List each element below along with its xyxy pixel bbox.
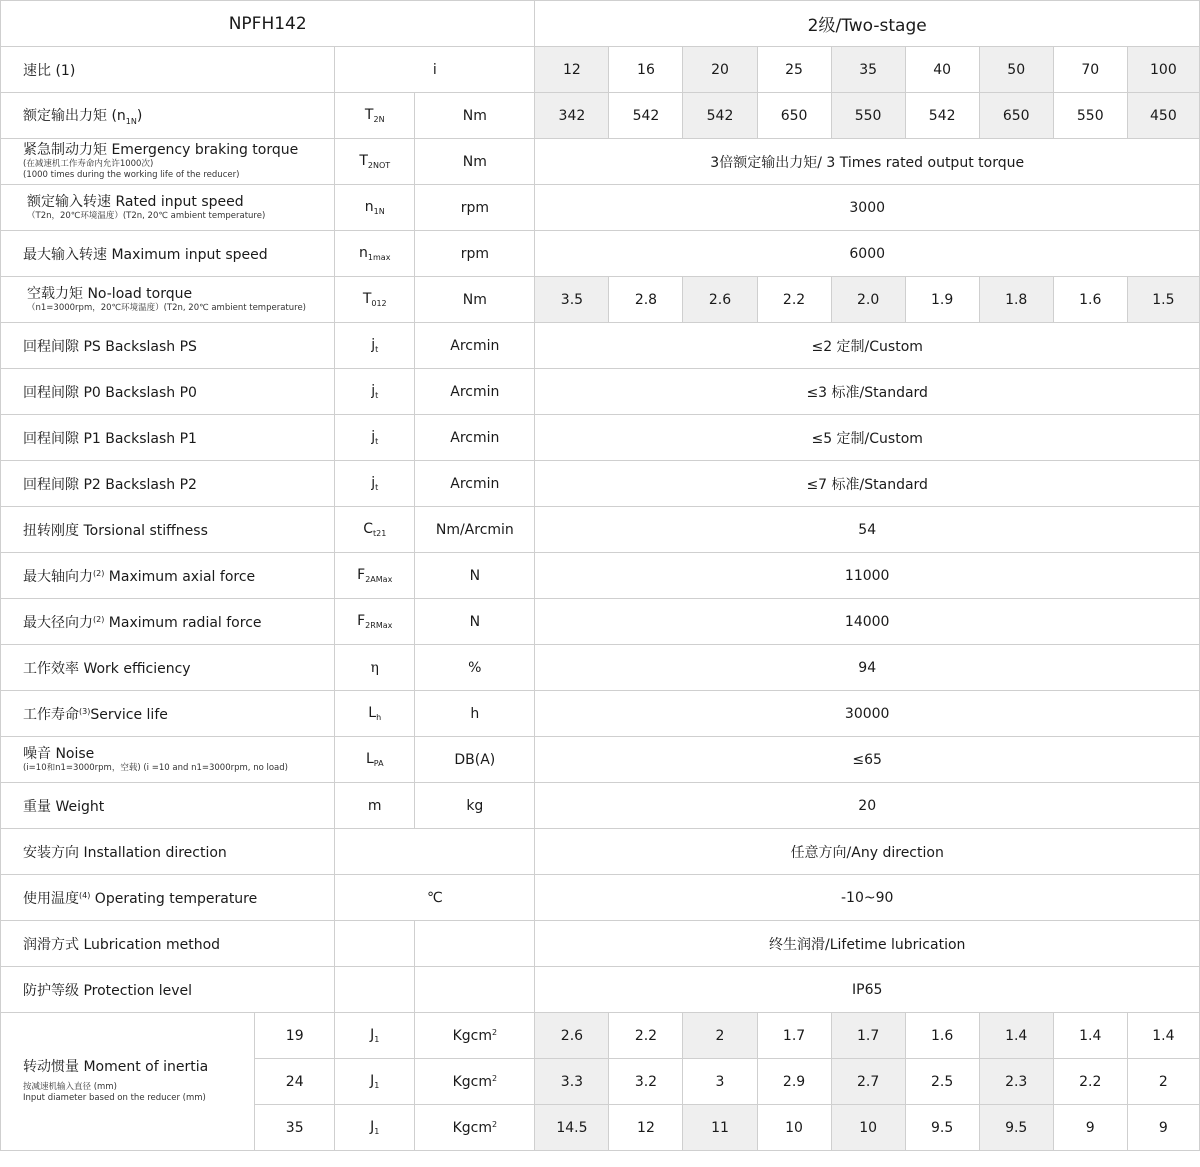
row-unit: ℃ [335,875,535,921]
row-label: 使用温度$^{(4)}$ Operating temperature [1,875,335,921]
row-symbol: $n_{1max}$ [335,231,415,277]
row-symbol: $L_h$ [335,691,415,737]
value-cell: 9.5 [905,1105,979,1151]
value-cell: 542 [905,93,979,139]
value-cell: 2.7 [831,1059,905,1105]
row-label: 扭转刚度 Torsional stiffness [1,507,335,553]
value-cell: 54 [535,507,1200,553]
row-label: 回程间隙 P0 Backslash P0 [1,369,335,415]
row-unit-empty [415,967,535,1013]
row-unit: Kgcm$^2$ [415,1105,535,1151]
row-label: 回程间隙 P2 Backslash P2 [1,461,335,507]
ratio-cell: 70 [1053,47,1127,93]
row-symbol: $T_{012}$ [335,277,415,323]
row-symbol: $j_t$ [335,461,415,507]
table-row-efficiency [1,645,1200,691]
table-row-max-radial-force [1,599,1200,645]
input-diameter: 24 [255,1059,335,1105]
value-cell: 1.6 [905,1013,979,1059]
row-unit: rpm [415,185,535,231]
value-cell: ≤65 [535,737,1200,783]
value-cell: 1.6 [1053,277,1127,323]
value-cell: 1.9 [905,277,979,323]
row-symbol: $C_{t21}$ [335,507,415,553]
value-cell: 11000 [535,553,1200,599]
row-unit: h [415,691,535,737]
value-cell: 9.5 [979,1105,1053,1151]
value-cell: 9 [1127,1105,1199,1151]
row-unit: Arcmin [415,323,535,369]
value-cell: ≤5 定制/Custom [535,415,1200,461]
value-cell: 2 [1127,1059,1199,1105]
row-symbol: $T_{2N}$ [335,93,415,139]
row-unit: Arcmin [415,415,535,461]
value-cell: 10 [831,1105,905,1151]
value-cell: 2.5 [905,1059,979,1105]
row-label: 回程间隙 PS Backslash PS [1,323,335,369]
ratio-cell: 16 [609,47,683,93]
table-row-backlash-ps [1,323,1200,369]
row-unit: Arcmin [415,461,535,507]
value-cell: 11 [683,1105,757,1151]
value-cell: 2.6 [535,1013,609,1059]
row-unit-empty [415,921,535,967]
row-symbol: η [335,645,415,691]
input-diameter: 35 [255,1105,335,1151]
table-row-ratio [1,47,1200,93]
value-cell: 94 [535,645,1200,691]
table-row-service-life [1,691,1200,737]
value-cell: 3.3 [535,1059,609,1105]
value-cell: 10 [757,1105,831,1151]
value-cell: 1.4 [979,1013,1053,1059]
value-cell: 2.6 [683,277,757,323]
value-cell: 550 [831,93,905,139]
row-unit: N [415,599,535,645]
row-unit: rpm [415,231,535,277]
value-cell: 1.5 [1127,277,1199,323]
value-cell: 1.8 [979,277,1053,323]
value-cell: 542 [609,93,683,139]
value-cell: 9 [1053,1105,1127,1151]
row-label: 润滑方式 Lubrication method [1,921,335,967]
value-cell: 3.5 [535,277,609,323]
table-row-backlash-p0 [1,369,1200,415]
inertia-label: 转动惯量 Moment of inertia 按减速机输入直径 (mm) Input diameter based on the reducer (mm) [1,1013,255,1151]
value-cell: 3000 [535,185,1200,231]
value-cell: -10~90 [535,875,1200,921]
table-row-max-input-speed [1,231,1200,277]
table-row-noload-torque [1,277,1200,323]
ratio-cell: 20 [683,47,757,93]
value-cell: 650 [757,93,831,139]
ratio-cell: 12 [535,47,609,93]
row-symbol: $T_{2NOT}$ [335,139,415,185]
row-label: 紧急制动力矩 Emergency braking torque (在减速机工作寿命内允许1000次) (1000 times during the working life of the reducer) [1,139,335,185]
model-title: NPFH142 [1,1,535,47]
value-cell: 550 [1053,93,1127,139]
value-cell: 14000 [535,599,1200,645]
row-unit: Nm [415,93,535,139]
value-cell: 1.4 [1053,1013,1127,1059]
value-cell: 342 [535,93,609,139]
value-cell: ≤2 定制/Custom [535,323,1200,369]
value-cell: 1.7 [831,1013,905,1059]
row-label: 工作寿命$^{(3)}$Service life [1,691,335,737]
ratio-cell: 35 [831,47,905,93]
value-cell: 650 [979,93,1053,139]
table-row-operating-temperature [1,875,1200,921]
value-cell: 3.2 [609,1059,683,1105]
row-unit: DB(A) [415,737,535,783]
value-cell: 3 [683,1059,757,1105]
row-unit: N [415,553,535,599]
table-row-lubrication [1,921,1200,967]
row-symbol: $J_1$ [335,1105,415,1151]
table-row-noise [1,737,1200,783]
row-label: 最大轴向力$^{(2)}$ Maximum axial force [1,553,335,599]
row-unit: Kgcm$^2$ [415,1013,535,1059]
table-row-backlash-p1 [1,415,1200,461]
value-cell: 450 [1127,93,1199,139]
value-cell: 30000 [535,691,1200,737]
value-cell: 12 [609,1105,683,1151]
value-cell: ≤7 标准/Standard [535,461,1200,507]
row-label: 最大径向力$^{(2)}$ Maximum radial force [1,599,335,645]
table-row-installation [1,829,1200,875]
row-unit: % [415,645,535,691]
value-cell: 2.2 [609,1013,683,1059]
ratio-cell: 100 [1127,47,1199,93]
value-cell: 542 [683,93,757,139]
value-cell: 1.7 [757,1013,831,1059]
value-cell: 任意方向/Any direction [535,829,1200,875]
value-cell: 终生润滑/Lifetime lubrication [535,921,1200,967]
input-diameter: 19 [255,1013,335,1059]
ratio-cell: 25 [757,47,831,93]
value-cell: 2.0 [831,277,905,323]
row-label: 最大输入转速 Maximum input speed [1,231,335,277]
table-row-rated-torque [1,93,1200,139]
row-label: 噪音 Noise (i=10和n1=3000rpm，空载) (i =10 and n1=3000rpm, no load) [1,737,335,783]
value-cell: ≤3 标准/Standard [535,369,1200,415]
row-unit: Nm/Arcmin [415,507,535,553]
value-cell: 14.5 [535,1105,609,1151]
row-label: 重量 Weight [1,783,335,829]
row-label: 额定输入转速 Rated input speed （T2n，20℃环境温度）(T2n, 20℃ ambient temperature) [1,185,335,231]
row-unit: Nm [415,277,535,323]
value-cell: 2.9 [757,1059,831,1105]
row-symbol: $j_t$ [335,323,415,369]
row-symbol: $j_t$ [335,415,415,461]
table-row-backlash-p2 [1,461,1200,507]
ratio-cell: 40 [905,47,979,93]
table-row-rated-input-speed [1,185,1200,231]
value-cell: 2.3 [979,1059,1053,1105]
value-cell: 1.4 [1127,1013,1199,1059]
value-cell: 2.2 [757,277,831,323]
row-label: 回程间隙 P1 Backslash P1 [1,415,335,461]
table-row-weight [1,783,1200,829]
table-row-protection [1,967,1200,1013]
row-symbol-empty [335,829,535,875]
row-symbol: $J_1$ [335,1059,415,1105]
row-unit: Kgcm$^2$ [415,1059,535,1105]
value-cell: 20 [535,783,1200,829]
value-cell: 2.2 [1053,1059,1127,1105]
row-symbol: m [335,783,415,829]
table-row-emergency-torque [1,139,1200,185]
row-symbol: $L_{PA}$ [335,737,415,783]
row-symbol: $J_1$ [335,1013,415,1059]
row-label: 额定输出力矩 $(n_{1N})$ [1,93,335,139]
row-symbol: $F_{2AMax}$ [335,553,415,599]
row-symbol: $n_{1N}$ [335,185,415,231]
table-header-row [1,1,1200,47]
value-cell: IP65 [535,967,1200,1013]
row-symbol: i [335,47,535,93]
row-label: 安装方向 Installation direction [1,829,335,875]
row-unit: kg [415,783,535,829]
row-unit: Arcmin [415,369,535,415]
row-symbol: $j_t$ [335,369,415,415]
value-cell: 2.8 [609,277,683,323]
stage-title: 2级/Two-stage [535,1,1200,47]
row-label: 工作效率 Work efficiency [1,645,335,691]
table-row-torsional-stiffness [1,507,1200,553]
value-cell: 2 [683,1013,757,1059]
row-unit: Nm [415,139,535,185]
row-label: 空载力矩 No-load torque （n1=3000rpm，20℃环境温度）(T2n, 20℃ ambient temperature) [1,277,335,323]
value-cell: 6000 [535,231,1200,277]
row-label: 速比 (1) [1,47,335,93]
row-label: 防护等级 Protection level [1,967,335,1013]
row-symbol-empty [335,967,415,1013]
row-symbol-empty [335,921,415,967]
table-row-inertia-19 [1,1013,1200,1059]
value-cell: 3倍额定输出力矩/ 3 Times rated output torque [535,139,1200,185]
table-row-max-axial-force [1,553,1200,599]
row-symbol: $F_{2RMax}$ [335,599,415,645]
ratio-cell: 50 [979,47,1053,93]
